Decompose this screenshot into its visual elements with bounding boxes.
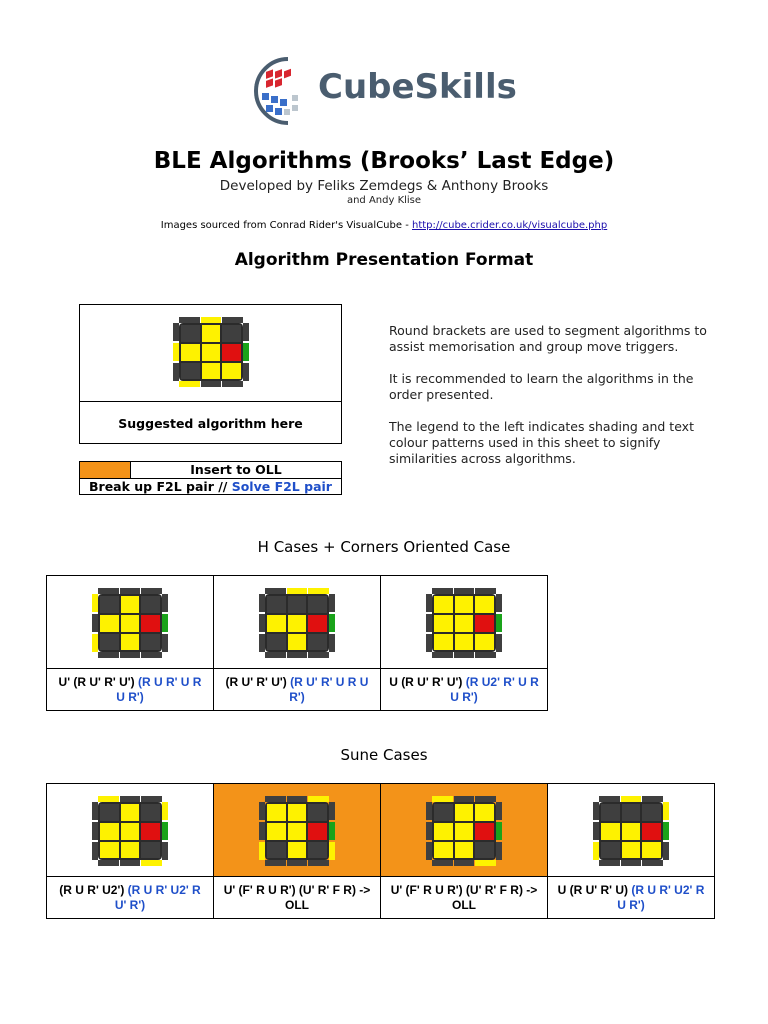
note-brackets: Round brackets are used to segment algorithms to assist memorisation and group move triggers. — [389, 323, 707, 354]
format-example-label: Suggested algorithm here — [118, 416, 303, 431]
sune-case-1 — [47, 784, 214, 919]
alg-black-text: U (R U' R' U) — [557, 882, 628, 897]
cubeskills-logo-icon — [252, 55, 314, 127]
page-subtitle-secondary: and Andy Klise — [346, 195, 422, 206]
cube-diagram-icon — [426, 588, 502, 658]
page-subtitle: Developed by Feliks Zemdegs & Anthony Brooks — [219, 178, 549, 194]
alg-black-text: U' (F' R U R') (U' R' F R) -> OLL — [390, 882, 538, 912]
legend-colour-row — [80, 479, 341, 495]
legend-insert-label: Insert to OLL — [190, 462, 282, 477]
legend-break-label: Break up F2L pair // — [89, 479, 228, 494]
cubeskills-logo — [0, 55, 768, 130]
sune-cases-heading: Sune Cases — [340, 746, 428, 764]
note-legend: The legend to the left indicates shading and text colour patterns used in this sheet to signify similarities across algorithms. — [389, 419, 694, 466]
alg-black-text: (R U' R' U') — [225, 674, 287, 689]
legend-solve-label: Solve F2L pair — [231, 479, 332, 494]
alg-black-text: U' (R U' R' U') — [58, 674, 135, 689]
h-case-1 — [47, 576, 214, 711]
sune-cases-table — [46, 783, 715, 919]
alg-blue-text: (R U R' U2' R U R') — [617, 882, 705, 912]
sune-case-4 — [548, 784, 715, 919]
h-case-2 — [214, 576, 381, 711]
h-cases-table — [46, 575, 548, 711]
alg-black-text: U' (F' R U R') (U' R' F R) -> OLL — [223, 882, 371, 912]
alg-blue-text: (R U' R' U R U R') — [289, 674, 369, 704]
visualcube-link[interactable]: http://cube.crider.co.uk/visualcube.php — [411, 220, 608, 231]
cube-diagram-icon — [593, 796, 669, 866]
format-example-box — [79, 304, 342, 444]
format-notes — [389, 323, 719, 483]
image-credit — [0, 220, 768, 231]
alg-black-text: U (R U' R' U') — [389, 674, 463, 689]
sune-case-2 — [214, 784, 381, 919]
format-example-image — [80, 305, 341, 402]
cube-diagram-icon — [92, 588, 168, 658]
alg-black-text: (R U R' U2') — [59, 882, 125, 897]
alg-blue-text: (R U2' R' U R U R') — [450, 674, 539, 704]
image-credit-text: Images sourced from Conrad Rider's VisualCube - — [160, 220, 412, 231]
format-heading: Algorithm Presentation Format — [234, 250, 534, 270]
legend-orange-swatch — [80, 462, 131, 478]
h-case-3 — [381, 576, 548, 711]
h-cases-heading: H Cases + Corners Oriented Case — [257, 538, 511, 556]
page-title: BLE Algorithms (Brooks’ Last Edge) — [153, 148, 615, 174]
cube-diagram-icon — [426, 796, 502, 866]
cube-diagram-icon — [259, 588, 335, 658]
alg-blue-text: (R U R' U2' R U' R') — [114, 882, 201, 912]
cube-diagram-icon — [173, 317, 249, 387]
logo-wordmark: CubeSkills — [318, 67, 517, 107]
alg-blue-text: (R U R' U R U R') — [116, 674, 202, 704]
sune-case-3 — [381, 784, 548, 919]
cube-diagram-icon — [92, 796, 168, 866]
legend — [79, 461, 342, 495]
cube-diagram-icon — [259, 796, 335, 866]
note-order: It is recommended to learn the algorithms in the order presented. — [389, 371, 694, 402]
